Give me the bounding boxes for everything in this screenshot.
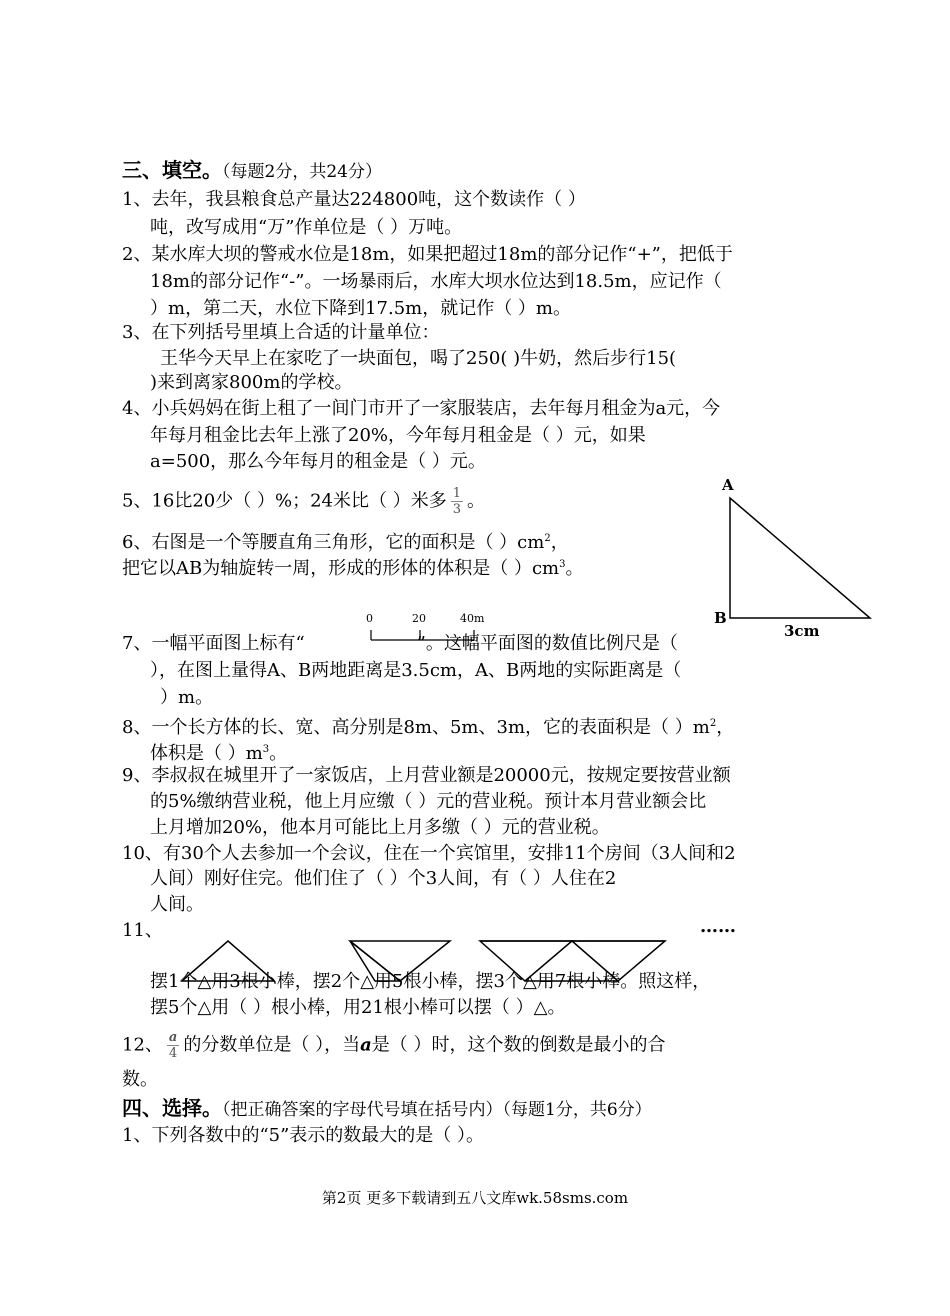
q6-line1: 6、右图是一个等腰直角三角形，它的面积是（ ）$cm^2$，: [122, 532, 569, 553]
q4-line2: 年每月租金比去年上涨了20%，今年每月租金是（ ）元，如果: [150, 425, 646, 446]
q5-fraction: $\frac{1}{3}$: [452, 486, 461, 517]
q11-dots: ……: [700, 916, 736, 937]
q9-line2: 的5%缴纳营业税，他上月应缴（ ）元的营业税。预计本月营业额会比: [150, 791, 707, 812]
q12-line1: 12、 $\frac{a}{4}$ 的分数单位是（ ），当a是（ ）时，这个数的倒数是最小的合: [122, 1030, 666, 1061]
one-triangle: [182, 941, 274, 981]
section4-q1: 1、下列各数中的“5”表示的数最大的是（ ）。: [122, 1125, 485, 1146]
q5-line: [122, 486, 485, 517]
triangle-label-b: B: [714, 609, 727, 627]
q7-line1: 7、一幅平面图上标有“ ”。这幅平面图的数值比例尺是（: [122, 633, 678, 654]
q2-line2: 18m的部分记作“-”。一场暴雨后，水库大坝水位达到18.5m，应记作（: [150, 271, 722, 292]
q10-line1: 10、有30个人去参加一个会议，住在一个宾馆里，安排11个房间（3人间和2: [122, 843, 736, 864]
triangle-label-a: A: [722, 476, 734, 494]
q2-line1: 2、某水库大坝的警戒水位是18m，如果把超过18m的部分记作“+”，把低于: [122, 244, 733, 265]
q12-fraction: $\frac{a}{4}$: [168, 1030, 178, 1061]
q8-line2: 体积是（ ）$m^3$。: [150, 743, 288, 764]
q3-line3: )来到离家800m的学校。: [150, 372, 353, 393]
q3-line1: 3、在下列括号里填上合适的计量单位：: [122, 322, 440, 343]
section3-heading: [122, 158, 382, 184]
q7-line2: ），在图上量得A、B两地距离是3.5cm，A、B两地的实际距离是（: [150, 660, 682, 681]
q8-line1: 8、一个长方体的长、宽、高分别是8m、5m、3m，它的表面积是（ ）$m^2$，: [122, 717, 735, 738]
q4-line3: a=500，那么今年每月的租金是（ ）元。: [150, 451, 486, 472]
section4-heading: [122, 1096, 652, 1122]
q9-line1: 9、李叔叔在城里开了一家饭店，上月营业额是20000元，按规定要按营业额: [122, 765, 731, 786]
q1-line2: 吨，改写成用“万”作单位是（ ）万吨。: [150, 217, 463, 238]
q4-line1: 4、小兵妈妈在街上租了一间门市开了一家服装店，去年每月租金为a元，今: [122, 398, 721, 419]
q2-line3: ）m，第二天，水位下降到17.5m，就记作（ ）m。: [150, 298, 572, 319]
triangle-shape: [730, 498, 870, 618]
section3-note: （每题2分，共24分）: [222, 162, 382, 182]
scale-label-20: 20: [412, 612, 426, 625]
q11-label: 11、: [122, 920, 163, 941]
section4-title: 四、选择。: [122, 1096, 222, 1120]
three-triangles: [480, 941, 665, 981]
q10-line2: 人间）刚好住完。他们住了（ ）个3人间，有（ ）人住在2: [150, 868, 617, 889]
q1-line1: 1、去年，我县粮食总产量达224800吨，这个数读作（ ）: [122, 189, 586, 210]
stick-triangles-figure: [170, 935, 670, 985]
q3-line2: 王华今天早上在家吃了一块面包，喝了250( )牛奶，然后步行15(: [160, 348, 677, 369]
section3-title: 三、填空。: [122, 158, 222, 182]
q11-line1: 摆1个△用3根小棒，摆2个△用5根小棒，摆3个△用7根小棒。照这样，: [150, 971, 711, 992]
two-triangles: [350, 941, 450, 981]
isosceles-right-triangle-figure: [700, 470, 890, 640]
q9-line3: 上月增加20%，他本月可能比上月多缴（ ）元的营业税。: [150, 817, 610, 838]
q5-text: 5、16比20少（ ）%；24米比（ ）米多: [122, 490, 447, 512]
q10-line3: 人间。: [150, 894, 204, 915]
q7-line3: ）m。: [160, 687, 214, 708]
scale-label-40m: 40m: [460, 612, 485, 625]
scale-bar-figure: [362, 610, 492, 644]
q6-line2: 把它以AB为轴旋转一周，形成的形体的体积是（ ）$cm^3$。: [122, 558, 584, 579]
scale-label-0: 0: [366, 612, 373, 625]
q5-text-end: 。: [467, 490, 485, 512]
q11-line2: 摆5个△用（ ）根小棒，用21根小棒可以摆（ ）△。: [150, 997, 566, 1018]
q12-line2: 数。: [122, 1069, 158, 1090]
section4-note: （把正确答案的字母代号填在括号内）（每题1分，共6分）: [222, 1100, 652, 1120]
triangle-base-label: 3cm: [784, 622, 820, 640]
page-footer: 第2页 更多下载请到五八文库wk.58sms.com: [321, 1189, 629, 1207]
